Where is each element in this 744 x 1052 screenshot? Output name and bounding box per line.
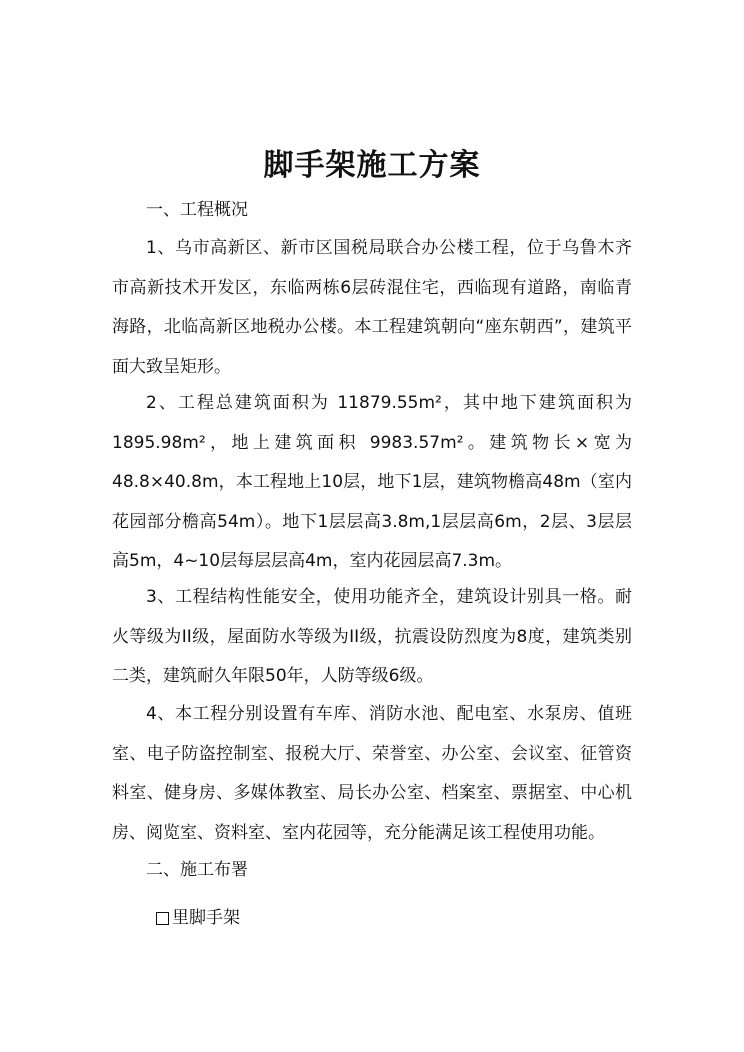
paragraph-4: 4、本工程分别设置有车库、消防水池、配电室、水泵房、值班室、电子防盗控制室、报税大厅、荣誉室、办公室、会议室、征管资料室、健身房、多媒体教室、局长办公室、档案室、票据室、中心机房、阅览室、资料室、室内花园等，充分能满足该工程使用功能。: [112, 704, 632, 843]
section-heading-deployment: 二、施工布署: [146, 860, 248, 880]
paragraph-1: 1、乌市高新区、新市区国税局联合办公楼工程，位于乌鲁木齐市高新技术开发区，东临两栋6层砖混住宅，西临现有道路，南临青海路，北临高新区地税办公楼。本工程建筑朝向“座东朝西”，建筑平面大致呈矩形。: [112, 238, 632, 377]
paragraph-2: 2、工程总建筑面积为 11879.55m²，其中地下建筑面积为 1895.98m²，地上建筑面积 9983.57m²。建筑物长×宽为 48.8×40.8m，本工程地上10层，地下1层，建筑物檐高48m（室内花园部分檐高54m）。地下1层层高3.8m,1层层高6m，2层、3层层高5m，4~10层每层层高4m，室内花园层高7.3m。: [112, 393, 632, 571]
paragraph-3: 3、工程结构性能安全，使用功能齐全，建筑设计别具一格。耐火等级为II级，屋面防水等级为II级，抗震设防烈度为8度，建筑类别二类，建筑耐久年限50年，人防等级6级。: [112, 587, 632, 686]
checkbox-icon: [156, 912, 169, 925]
section-heading-overview: 一、工程概况: [146, 200, 248, 220]
page-title: 脚手架施工方案: [263, 148, 481, 183]
checkbox-item-label: 里脚手架: [172, 908, 240, 928]
checkbox-item: [156, 906, 240, 930]
